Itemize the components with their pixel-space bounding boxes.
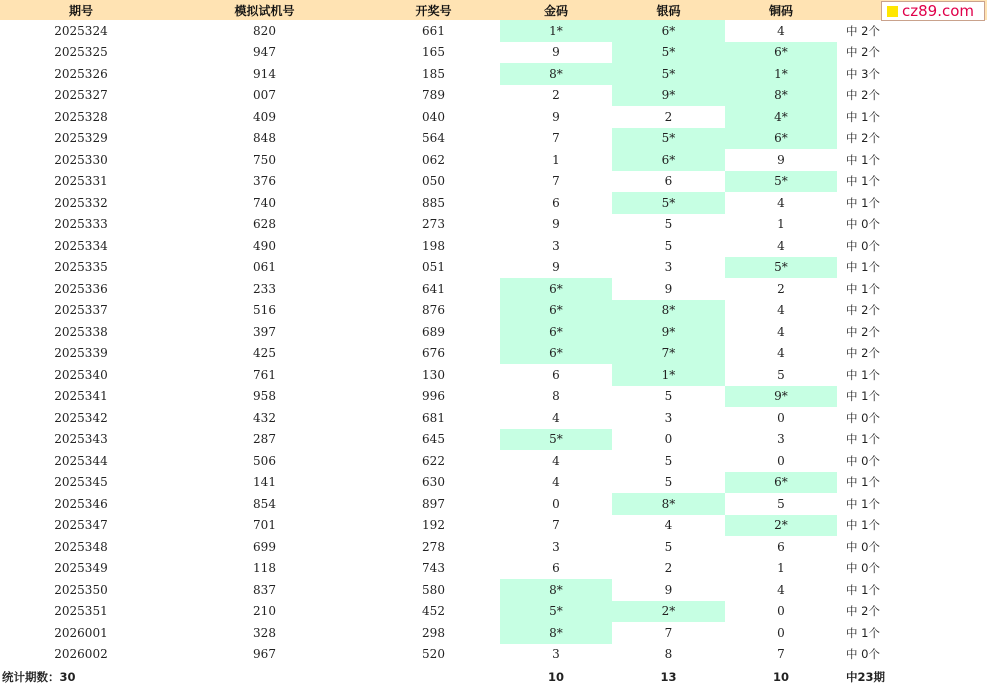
draw-number-cell: 789 [422, 88, 445, 103]
result-cell: 中 0个 [846, 539, 880, 554]
issue-cell: 2025342 [54, 410, 108, 425]
header-gold: 金码 [500, 0, 612, 20]
silver-cell: 2* [612, 601, 725, 623]
result-cell: 中 2个 [846, 131, 880, 146]
site-logo[interactable] [881, 1, 985, 21]
summary-bronze: 10 [772, 670, 789, 684]
silver-cell: 9 [664, 281, 673, 296]
silver-cell: 5* [612, 42, 725, 64]
issue-cell: 2025350 [54, 582, 108, 597]
header-row [0, 0, 987, 20]
bronze-cell: 6* [725, 42, 837, 64]
table-row [0, 601, 987, 623]
table-row [0, 644, 987, 666]
result-cell: 中 0个 [846, 647, 880, 662]
sim-number-cell: 425 [253, 346, 276, 361]
gold-cell: 3 [552, 647, 560, 662]
result-cell: 中 1个 [846, 432, 880, 447]
bronze-cell: 3 [777, 432, 785, 447]
logo-text: cz89.com [902, 2, 975, 20]
silver-cell: 5* [612, 63, 725, 85]
sim-number-cell: 141 [253, 475, 276, 490]
issue-cell: 2025331 [54, 174, 108, 189]
issue-cell: 2025348 [54, 539, 108, 554]
gold-cell: 9 [552, 45, 560, 60]
issue-cell: 2025345 [54, 475, 108, 490]
gold-cell: 6* [500, 300, 612, 322]
sim-number-cell: 061 [253, 260, 276, 275]
table-row [0, 364, 987, 386]
draw-number-cell: 165 [422, 45, 445, 60]
result-cell: 中 1个 [846, 281, 880, 296]
silver-cell: 0 [664, 432, 673, 447]
table-row [0, 579, 987, 601]
issue-cell: 2025335 [54, 260, 108, 275]
sim-number-cell: 233 [253, 281, 276, 296]
bronze-cell: 6* [725, 128, 837, 150]
result-cell: 中 1个 [846, 475, 880, 490]
sim-number-cell: 409 [253, 109, 276, 124]
draw-number-cell: 885 [422, 195, 445, 210]
draw-number-cell: 185 [422, 66, 445, 81]
table-row [0, 429, 987, 451]
issue-cell: 2025324 [54, 23, 108, 38]
issue-cell: 2025343 [54, 432, 108, 447]
bronze-cell: 9 [777, 152, 785, 167]
gold-cell: 9 [552, 109, 560, 124]
bronze-cell: 1 [777, 217, 785, 232]
table-row [0, 493, 987, 515]
result-cell: 中 1个 [846, 195, 880, 210]
result-cell: 中 1个 [846, 625, 880, 640]
bronze-cell: 5 [777, 496, 785, 511]
gold-cell: 4 [552, 410, 560, 425]
draw-number-cell: 743 [422, 561, 445, 576]
draw-number-cell: 564 [422, 131, 445, 146]
result-cell: 中 1个 [846, 260, 880, 275]
silver-cell: 5 [664, 539, 673, 554]
bronze-cell: 2* [725, 515, 837, 537]
bronze-cell: 5* [725, 171, 837, 193]
bronze-cell: 0 [777, 410, 785, 425]
summary-row [0, 665, 987, 689]
gold-cell: 8 [552, 389, 560, 404]
draw-number-cell: 622 [422, 453, 445, 468]
sim-number-cell: 761 [253, 367, 276, 382]
summary-empty [367, 665, 500, 689]
result-cell: 中 2个 [846, 303, 880, 318]
issue-cell: 2025328 [54, 109, 108, 124]
result-cell: 中 1个 [846, 389, 880, 404]
issue-cell: 2025329 [54, 131, 108, 146]
result-cell: 中 3个 [846, 66, 880, 81]
logo-square-icon [887, 6, 898, 17]
header-silver: 银码 [612, 0, 725, 20]
result-cell: 中 0个 [846, 453, 880, 468]
gold-cell: 9 [552, 260, 560, 275]
draw-number-cell: 062 [422, 152, 445, 167]
issue-cell: 2025336 [54, 281, 108, 296]
silver-cell: 8 [664, 647, 673, 662]
header-sim-number: 模拟试机号 [162, 0, 367, 20]
result-cell: 中 0个 [846, 561, 880, 576]
bronze-cell: 5* [725, 257, 837, 279]
silver-cell: 9 [664, 582, 673, 597]
silver-cell: 3 [664, 410, 673, 425]
sim-number-cell: 628 [253, 217, 276, 232]
gold-cell: 6* [500, 278, 612, 300]
table-row [0, 300, 987, 322]
draw-number-cell: 051 [422, 260, 445, 275]
draw-number-cell: 689 [422, 324, 445, 339]
table-row [0, 278, 987, 300]
bronze-cell: 1 [777, 561, 785, 576]
table-row [0, 63, 987, 85]
header-draw-number: 开奖号 [367, 0, 500, 20]
sim-number-cell: 328 [253, 625, 276, 640]
silver-cell: 5 [664, 217, 673, 232]
summary-silver: 13 [660, 670, 677, 684]
bronze-cell: 6 [777, 539, 785, 554]
table-row [0, 536, 987, 558]
table-row [0, 20, 987, 42]
draw-number-cell: 130 [422, 367, 445, 382]
sim-number-cell: 506 [253, 453, 276, 468]
table-row [0, 558, 987, 580]
issue-cell: 2025347 [54, 518, 108, 533]
draw-number-cell: 641 [422, 281, 445, 296]
result-cell: 中 2个 [846, 324, 880, 339]
result-cell: 中 1个 [846, 109, 880, 124]
result-cell: 中 0个 [846, 217, 880, 232]
bronze-cell: 0 [777, 453, 785, 468]
gold-cell: 6* [500, 321, 612, 343]
silver-cell: 5 [664, 389, 673, 404]
bronze-cell: 4 [777, 23, 785, 38]
sim-number-cell: 848 [253, 131, 276, 146]
silver-cell: 5 [664, 238, 673, 253]
gold-cell: 6 [552, 195, 560, 210]
summary-gold: 10 [547, 670, 564, 684]
bronze-cell: 6* [725, 472, 837, 494]
gold-cell: 3 [552, 238, 560, 253]
silver-cell: 8* [612, 300, 725, 322]
sim-number-cell: 958 [253, 389, 276, 404]
gold-cell: 7 [552, 518, 560, 533]
gold-cell: 8* [500, 579, 612, 601]
bronze-cell: 4 [777, 346, 785, 361]
result-cell: 中 2个 [846, 23, 880, 38]
bronze-cell: 4* [725, 106, 837, 128]
table-row [0, 214, 987, 236]
gold-cell: 0 [552, 496, 560, 511]
result-cell: 中 2个 [846, 604, 880, 619]
silver-cell: 5 [664, 475, 673, 490]
gold-cell: 8* [500, 622, 612, 644]
issue-cell: 2025339 [54, 346, 108, 361]
silver-cell: 3 [664, 260, 673, 275]
draw-number-cell: 876 [422, 303, 445, 318]
bronze-cell: 4 [777, 238, 785, 253]
gold-cell: 8* [500, 63, 612, 85]
issue-cell: 2025326 [54, 66, 108, 81]
draw-number-cell: 050 [422, 174, 445, 189]
sim-number-cell: 516 [253, 303, 276, 318]
result-cell: 中 1个 [846, 518, 880, 533]
bronze-cell: 4 [777, 324, 785, 339]
bronze-cell: 7 [777, 647, 785, 662]
gold-cell: 1 [552, 152, 560, 167]
table-row [0, 85, 987, 107]
gold-cell: 7 [552, 174, 560, 189]
table-row [0, 106, 987, 128]
table-row [0, 192, 987, 214]
issue-cell: 2025327 [54, 88, 108, 103]
gold-cell: 6 [552, 561, 560, 576]
table-row [0, 515, 987, 537]
issue-cell: 2025338 [54, 324, 108, 339]
silver-cell: 6* [612, 149, 725, 171]
sim-number-cell: 701 [253, 518, 276, 533]
draw-number-cell: 192 [422, 518, 445, 533]
gold-cell: 6* [500, 343, 612, 365]
sim-number-cell: 947 [253, 45, 276, 60]
sim-number-cell: 914 [253, 66, 276, 81]
silver-cell: 9* [612, 321, 725, 343]
table-body [0, 20, 987, 665]
result-cell: 中 1个 [846, 367, 880, 382]
silver-cell: 1* [612, 364, 725, 386]
table-row [0, 257, 987, 279]
bronze-cell: 1* [725, 63, 837, 85]
gold-cell: 1* [500, 20, 612, 42]
draw-number-cell: 040 [422, 109, 445, 124]
bronze-cell: 5 [777, 367, 785, 382]
issue-cell: 2025330 [54, 152, 108, 167]
table-row [0, 321, 987, 343]
bronze-cell: 0 [777, 625, 785, 640]
table-row [0, 171, 987, 193]
sim-number-cell: 287 [253, 432, 276, 447]
sim-number-cell: 820 [253, 23, 276, 38]
draw-number-cell: 897 [422, 496, 445, 511]
table-row [0, 622, 987, 644]
table-row [0, 407, 987, 429]
silver-cell: 5* [612, 192, 725, 214]
result-cell: 中 2个 [846, 45, 880, 60]
issue-cell: 2026002 [54, 647, 108, 662]
issue-cell: 2025325 [54, 45, 108, 60]
gold-cell: 4 [552, 453, 560, 468]
sim-number-cell: 118 [253, 561, 276, 576]
issue-cell: 2025333 [54, 217, 108, 232]
sim-number-cell: 432 [253, 410, 276, 425]
issue-cell: 2025337 [54, 303, 108, 318]
silver-cell: 4 [664, 518, 673, 533]
silver-cell: 6* [612, 20, 725, 42]
header-bronze: 铜码 [725, 0, 837, 20]
issue-cell: 2025351 [54, 604, 108, 619]
issue-cell: 2026001 [54, 625, 108, 640]
bronze-cell: 9* [725, 386, 837, 408]
sim-number-cell: 699 [253, 539, 276, 554]
gold-cell: 9 [552, 217, 560, 232]
issue-cell: 2025346 [54, 496, 108, 511]
silver-cell: 7* [612, 343, 725, 365]
draw-number-cell: 452 [422, 604, 445, 619]
result-cell: 中 0个 [846, 238, 880, 253]
issue-cell: 2025349 [54, 561, 108, 576]
sim-number-cell: 490 [253, 238, 276, 253]
silver-cell: 5* [612, 128, 725, 150]
bronze-cell: 2 [777, 281, 785, 296]
sim-number-cell: 854 [253, 496, 276, 511]
header-issue: 期号 [0, 0, 162, 20]
issue-cell: 2025334 [54, 238, 108, 253]
result-cell: 中 2个 [846, 346, 880, 361]
table-row [0, 128, 987, 150]
sim-number-cell: 376 [253, 174, 276, 189]
gold-cell: 7 [552, 131, 560, 146]
sim-number-cell: 740 [253, 195, 276, 210]
result-cell: 中 1个 [846, 152, 880, 167]
table-row [0, 149, 987, 171]
silver-cell: 2 [664, 109, 673, 124]
issue-cell: 2025340 [54, 367, 108, 382]
issue-cell: 2025344 [54, 453, 108, 468]
sim-number-cell: 397 [253, 324, 276, 339]
table-row [0, 42, 987, 64]
draw-number-cell: 681 [422, 410, 445, 425]
result-cell: 中 2个 [846, 88, 880, 103]
bronze-cell: 8* [725, 85, 837, 107]
silver-cell: 2 [664, 561, 673, 576]
result-cell: 中 0个 [846, 410, 880, 425]
gold-cell: 5* [500, 429, 612, 451]
draw-number-cell: 996 [422, 389, 445, 404]
issue-cell: 2025341 [54, 389, 108, 404]
draw-number-cell: 676 [422, 346, 445, 361]
sim-number-cell: 210 [253, 604, 276, 619]
gold-cell: 5* [500, 601, 612, 623]
bronze-cell: 4 [777, 582, 785, 597]
draw-number-cell: 520 [422, 647, 445, 662]
sim-number-cell: 967 [253, 647, 276, 662]
sim-number-cell: 837 [253, 582, 276, 597]
silver-cell: 8* [612, 493, 725, 515]
draw-number-cell: 298 [422, 625, 445, 640]
gold-cell: 2 [552, 88, 560, 103]
draw-number-cell: 645 [422, 432, 445, 447]
sim-number-cell: 750 [253, 152, 276, 167]
table-row [0, 235, 987, 257]
bronze-cell: 4 [777, 303, 785, 318]
draw-number-cell: 580 [422, 582, 445, 597]
draw-number-cell: 198 [422, 238, 445, 253]
gold-cell: 6 [552, 367, 560, 382]
draw-number-cell: 630 [422, 475, 445, 490]
silver-cell: 5 [664, 453, 673, 468]
table-row [0, 472, 987, 494]
table-row [0, 343, 987, 365]
result-cell: 中 1个 [846, 582, 880, 597]
silver-cell: 7 [664, 625, 673, 640]
draw-number-cell: 661 [422, 23, 445, 38]
table-row [0, 386, 987, 408]
bronze-cell: 0 [777, 604, 785, 619]
gold-cell: 3 [552, 539, 560, 554]
silver-cell: 9* [612, 85, 725, 107]
result-cell: 中 1个 [846, 174, 880, 189]
draw-number-cell: 273 [422, 217, 445, 232]
sim-number-cell: 007 [253, 88, 276, 103]
result-cell: 中 1个 [846, 496, 880, 511]
issue-cell: 2025332 [54, 195, 108, 210]
bronze-cell: 4 [777, 195, 785, 210]
draw-number-cell: 278 [422, 539, 445, 554]
gold-cell: 4 [552, 475, 560, 490]
summary-label: 统计期数：30 [2, 670, 76, 684]
silver-cell: 6 [664, 174, 673, 189]
table-row [0, 450, 987, 472]
summary-result: 中23期 [846, 670, 886, 684]
